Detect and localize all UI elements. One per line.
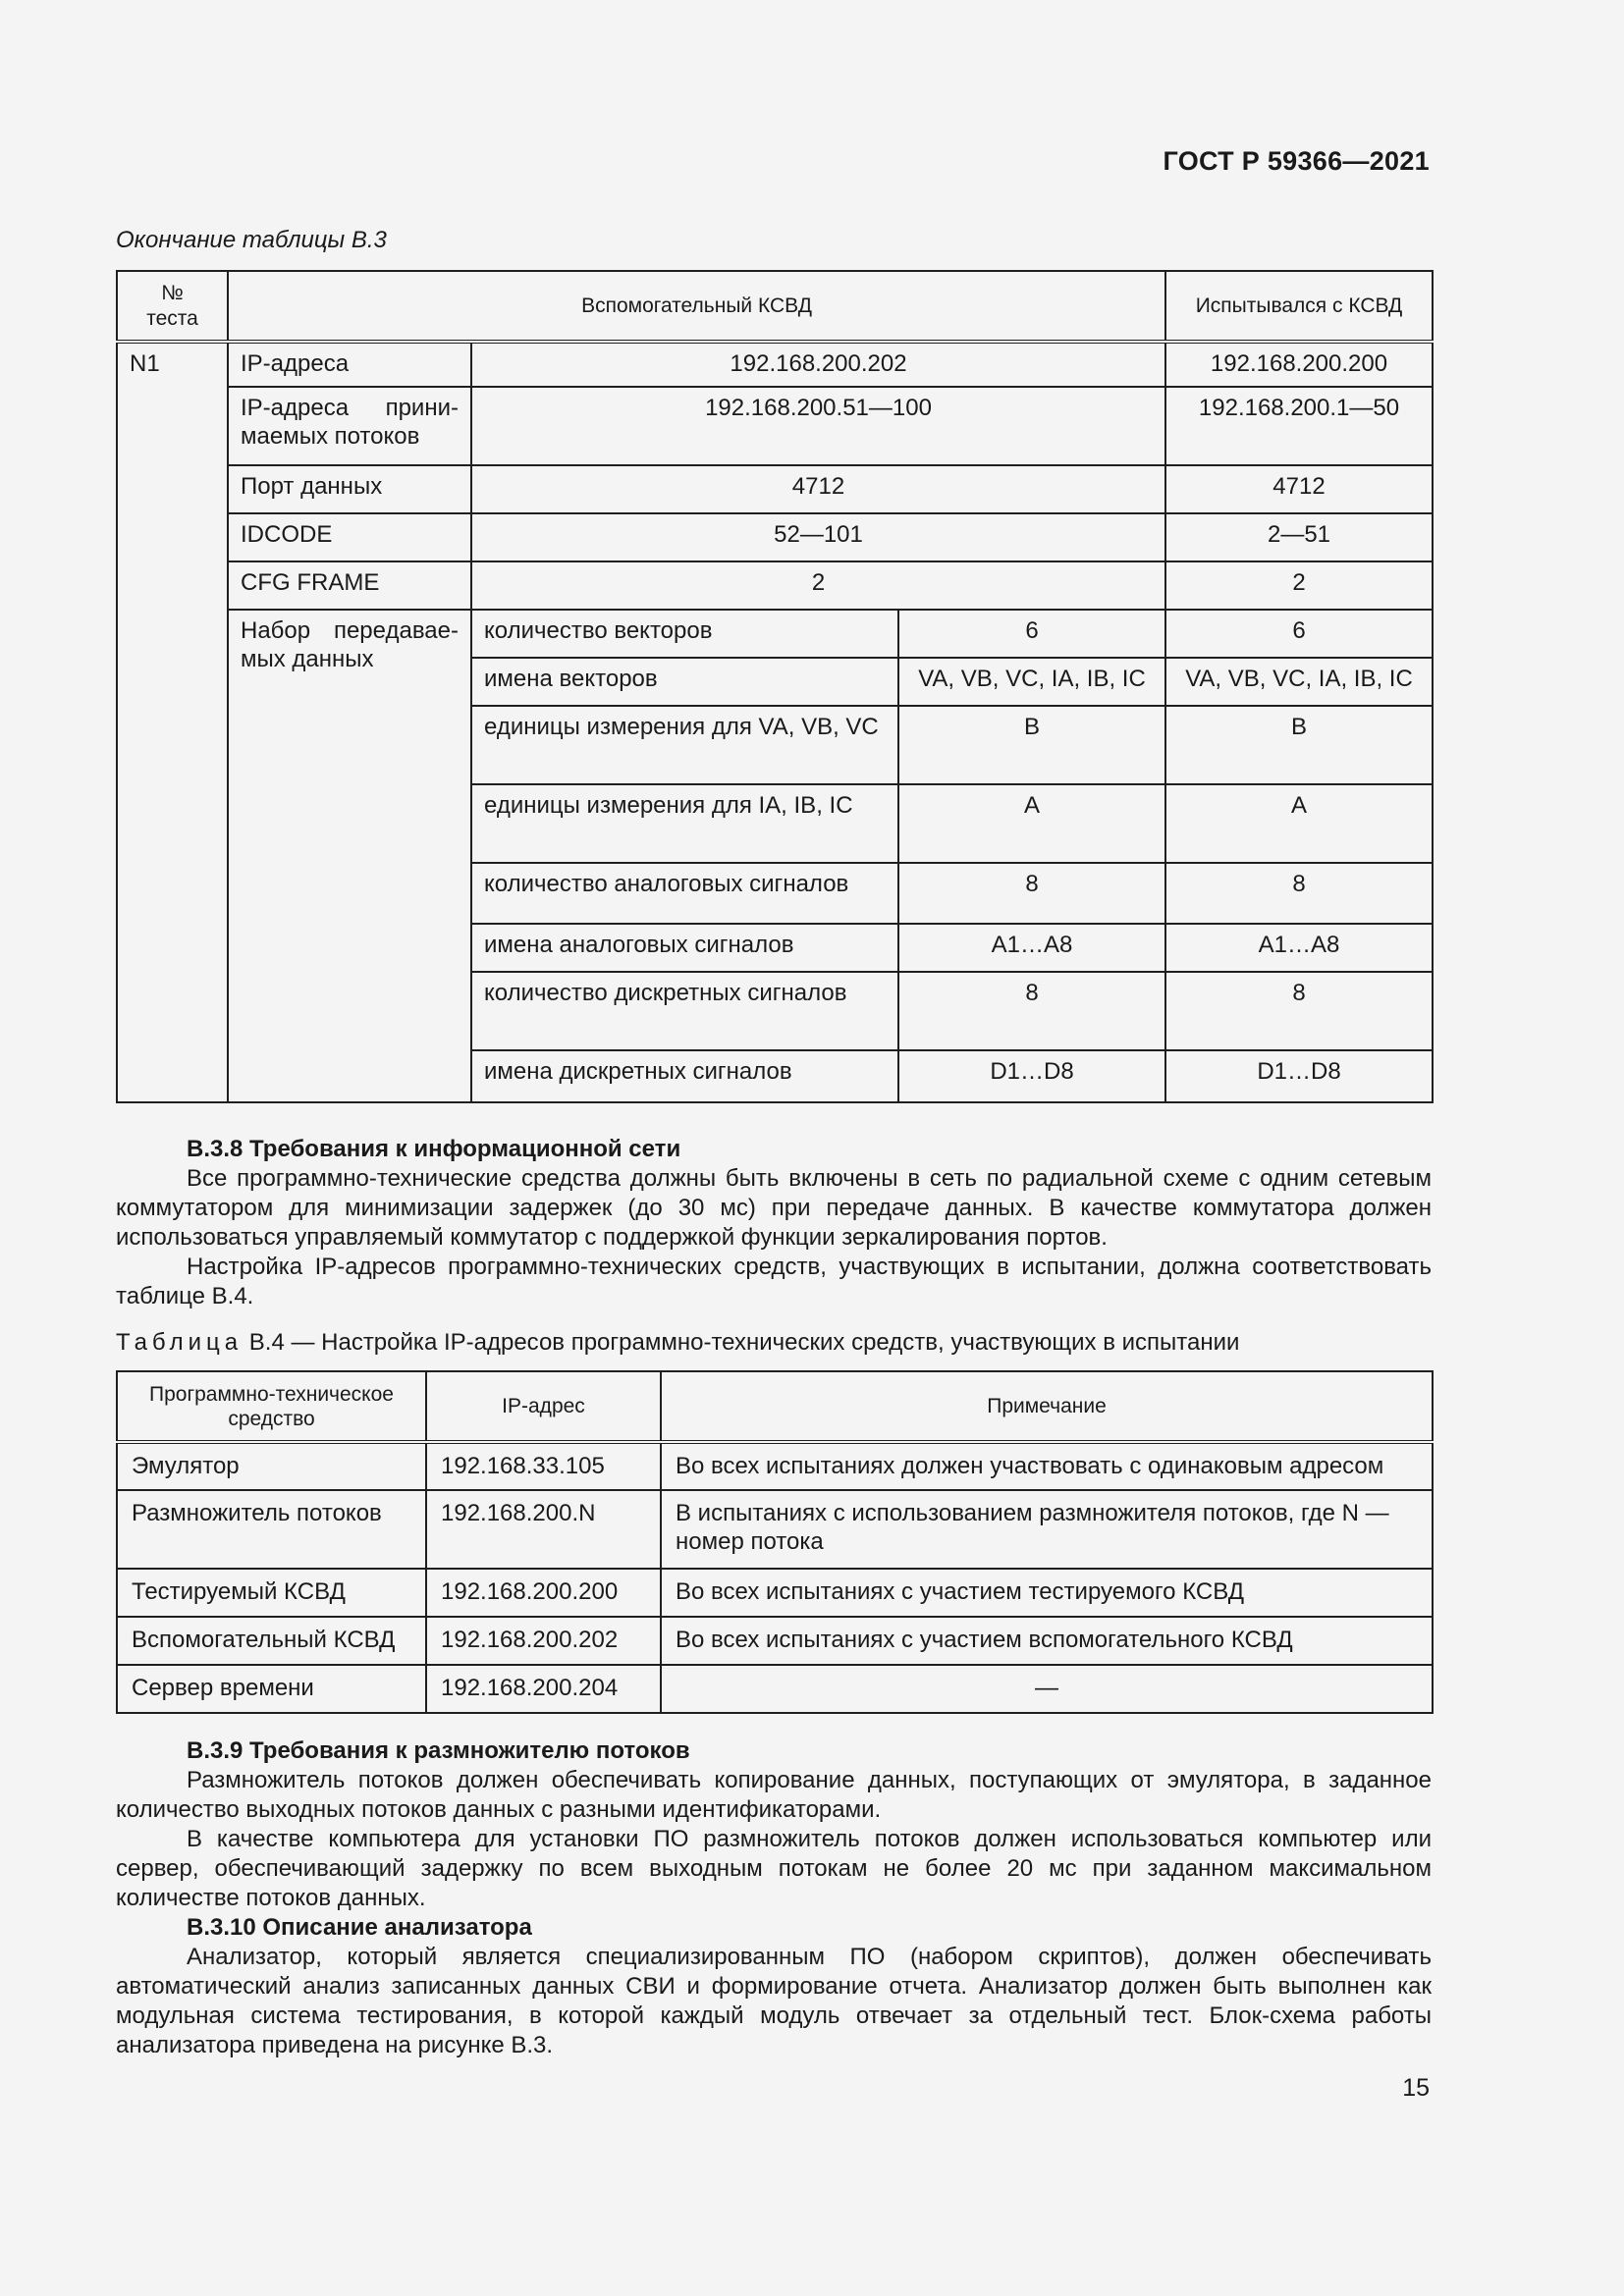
dataset-param: количество векторов: [471, 610, 898, 658]
ip-cell: 192.168.33.105: [426, 1442, 661, 1490]
header-ip: IP-адрес: [426, 1371, 661, 1442]
aux-value: В: [898, 706, 1165, 784]
aux-value: А: [898, 784, 1165, 863]
table-row: [117, 342, 1433, 387]
table-row: [117, 1617, 1433, 1665]
aux-value: D1…D8: [898, 1050, 1165, 1102]
ip-cell: 192.168.200.200: [426, 1569, 661, 1617]
page-number: 15: [1402, 2074, 1430, 2102]
aux-value: 8: [898, 863, 1165, 924]
section-b38: [116, 1135, 1432, 1311]
tested-value: 2: [1165, 561, 1433, 610]
paragraph: В качестве компьютера для установки ПО размножитель потоков должен использоваться компьютер или сервер, обеспечивающий задержку по всем выходным потокам не более 20 мс при заданном максимальном количестве потоков данных.: [116, 1826, 1432, 1911]
table-b4-caption: [116, 1328, 1239, 1358]
ip-cell: 192.168.200.N: [426, 1490, 661, 1569]
tested-value: VA, VB, VC, IA, IB, IC: [1165, 658, 1433, 706]
tested-value: 8: [1165, 863, 1433, 924]
ip-cell: 192.168.200.202: [426, 1617, 661, 1665]
header-tested-ksvd: Испытывался с КСВД: [1165, 271, 1433, 342]
table-row: [117, 465, 1433, 513]
aux-value: 52—101: [471, 513, 1165, 561]
table-row: [117, 1665, 1433, 1713]
aux-value: 192.168.200.51—100: [471, 387, 1165, 465]
aux-value: 8: [898, 972, 1165, 1050]
paragraph: Настройка IP-адресов программно-технических средств, участвующих в испытании, должна соответствовать таблице В.4.: [116, 1254, 1432, 1309]
device-cell: Размножитель потоков: [117, 1490, 426, 1569]
device-cell: Сервер времени: [117, 1665, 426, 1713]
aux-value: VA, VB, VC, IA, IB, IC: [898, 658, 1165, 706]
table-row: [117, 1490, 1433, 1569]
dataset-param: имена векторов: [471, 658, 898, 706]
tested-value: D1…D8: [1165, 1050, 1433, 1102]
tested-value: 6: [1165, 610, 1433, 658]
row-label: Порт данных: [228, 465, 471, 513]
table-row: [117, 1442, 1433, 1490]
aux-value: 2: [471, 561, 1165, 610]
test-id-cell: N1: [117, 342, 228, 1102]
ip-cell: 192.168.200.204: [426, 1665, 661, 1713]
section-b39-b310: [116, 1736, 1432, 2060]
table-row: [117, 610, 1433, 658]
header-test-no: № теста: [117, 271, 228, 342]
note-cell: Во всех испытаниях должен участвовать с одинаковым адресом: [661, 1442, 1433, 1490]
paragraph: Размножитель потоков должен обеспечивать копирование данных, поступающих от эмулятора, в заданное количество выходных потоков данных с разными идентификаторами.: [116, 1767, 1432, 1823]
tested-value: А: [1165, 784, 1433, 863]
device-cell: Вспомогательный КСВД: [117, 1617, 426, 1665]
note-cell: —: [661, 1665, 1433, 1713]
table-row: [117, 513, 1433, 561]
dataset-param: имена аналоговых сигналов: [471, 924, 898, 972]
document-code: ГОСТ Р 59366—2021: [1163, 146, 1430, 176]
paragraph: Все программно-технические средства должны быть включены в сеть по радиальной схеме с одним сетевым коммутатором для минимизации задержек (до 30 мс) при передаче данных. В качестве коммутатора должен использоваться управляемый коммутатор с поддержкой функции зеркалирования портов.: [116, 1165, 1432, 1251]
dataset-param: единицы измерения для VA, VB, VC: [471, 706, 898, 784]
row-label: IP-адреса прини-маемых потоков: [228, 387, 471, 465]
tested-value: 2—51: [1165, 513, 1433, 561]
row-label: CFG FRAME: [228, 561, 471, 610]
aux-value: A1…A8: [898, 924, 1165, 972]
note-cell: Во всех испытаниях с участием вспомогательного КСВД: [661, 1617, 1433, 1665]
dataset-param: имена дискретных сигналов: [471, 1050, 898, 1102]
device-cell: Тестируемый КСВД: [117, 1569, 426, 1617]
note-cell: В испытаниях с использованием размножителя потоков, где N — номер потока: [661, 1490, 1433, 1569]
tested-value: 192.168.200.200: [1165, 342, 1433, 387]
aux-value: 4712: [471, 465, 1165, 513]
tested-value: 192.168.200.1—50: [1165, 387, 1433, 465]
section-title: В.3.8 Требования к информационной сети: [187, 1136, 681, 1162]
section-title: В.3.9 Требования к размножителю потоков: [187, 1737, 690, 1764]
section-title: В.3.10 Описание анализатора: [187, 1914, 532, 1941]
table-b3-header-row: [117, 271, 1433, 342]
table-row: [117, 387, 1433, 465]
note-cell: Во всех испытаниях с участием тестируемого КСВД: [661, 1569, 1433, 1617]
dataset-param: количество аналоговых сигналов: [471, 863, 898, 924]
dataset-label: Набор передавае-мых данных: [228, 610, 471, 1102]
dataset-param: количество дискретных сигналов: [471, 972, 898, 1050]
table-b3-caption: Окончание таблицы В.3: [116, 227, 387, 253]
tested-value: A1…A8: [1165, 924, 1433, 972]
tested-value: В: [1165, 706, 1433, 784]
header-device: Программно-техническое средство: [117, 1371, 426, 1442]
header-aux-ksvd: Вспомогательный КСВД: [228, 271, 1165, 342]
table-b4-header-row: [117, 1371, 1433, 1442]
table-b3: [116, 270, 1434, 1103]
table-row: [117, 1569, 1433, 1617]
header-note: Примечание: [661, 1371, 1433, 1442]
dataset-param: единицы измерения для IA, IB, IC: [471, 784, 898, 863]
device-cell: Эмулятор: [117, 1442, 426, 1490]
tested-value: 4712: [1165, 465, 1433, 513]
row-label: IP-адреса: [228, 342, 471, 387]
paragraph: Анализатор, который является специализированным ПО (набором скриптов), должен обеспечивать автоматический анализ записанных данных СВИ и формирование отчета. Анализатор должен быть выполнен как модульная система тестирования, в которой каждый модуль отвечает за отдельный тест. Блок-схема работы анализатора приведена на рисунке В.3.: [116, 1944, 1432, 2058]
row-label: IDCODE: [228, 513, 471, 561]
aux-value: 6: [898, 610, 1165, 658]
aux-value: 192.168.200.202: [471, 342, 1165, 387]
tested-value: 8: [1165, 972, 1433, 1050]
table-caption-text: В.4 — Настройка IP-адресов программно-технических средств, участвующих в испытании: [243, 1329, 1240, 1356]
table-b4: [116, 1370, 1434, 1714]
table-row: [117, 561, 1433, 610]
table-caption-word: Таблица: [116, 1329, 244, 1356]
